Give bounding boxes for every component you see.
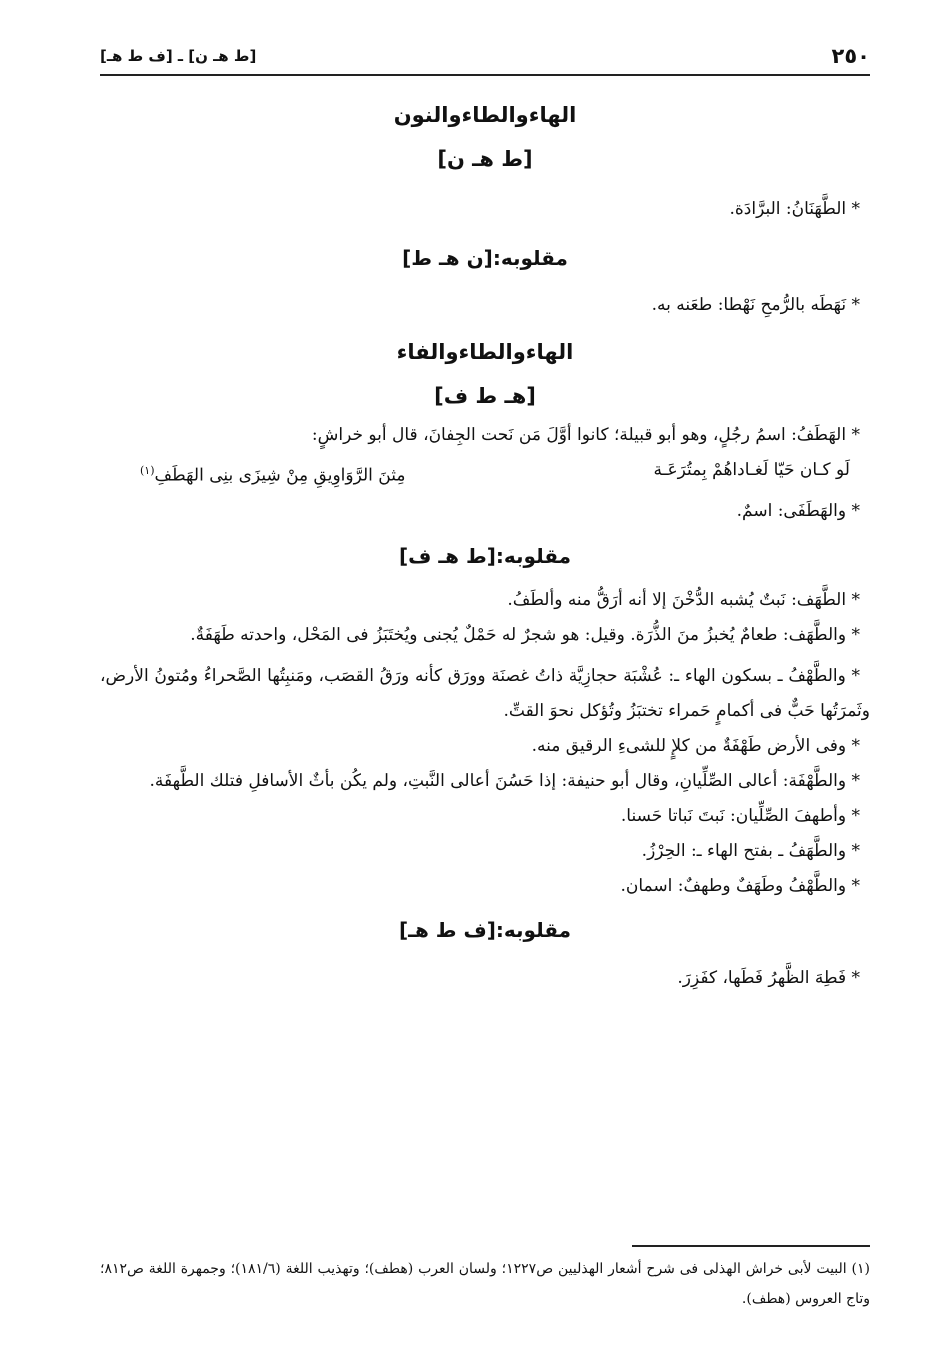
inverse-heading-f-t-h: مقلوبه:[ف ط هـ] (398, 917, 572, 942)
entry-tahaf-plant: * الطَّهَف: نَبتٌ يُشبه الدُّخْنَ إلا أنه أرَقُّ منه وألطَفُ. (507, 589, 860, 610)
entry-names: * والطَّهْفُ وطَهَفٌ وطهفٌ: اسمان. (620, 875, 860, 896)
running-header (100, 44, 870, 76)
inverse-heading-t-h-f: مقلوبه:[ط هـ ف] (398, 543, 572, 568)
section-title-ha-ta-fa: الهاءوالطاءوالفاء (396, 340, 574, 364)
running-head-title: [ط هـ ن] ـ [ف ط هـ] (100, 47, 257, 65)
verse-second-hemistich (140, 453, 405, 494)
entry-hataf: * الهَطَفُ: اسمُ رجُلٍ، وهو أبو قبيلة؛ كانوا أوَّلَ مَن نَحت الجِفانَ، قال أبو خراشٍ: (311, 425, 860, 445)
page-body (100, 94, 870, 1000)
entry-tahfa-tops: * والطَّهْفَة: أعالى الصِّلِّيانِ، وقال أبو حنيفة: إذا حَسُنَ أعالى النَّبتِ، ولم يكُن بأثٌ الأسافلِ فتلك الطَّهفَة. (149, 770, 860, 791)
section-title-ha-ta-nun: الهاءوالطاءوالنون (393, 103, 577, 127)
footnote-ref: (١) (140, 464, 155, 477)
poetry-verse (100, 453, 870, 494)
verse-second-text: مِثنَ الرَّوَاوِيقِ مِنْ شِيزَى بنِى الهَطَفِ (154, 465, 406, 486)
entry-hatafa: * والهَطَفَى: اسمٌ. (736, 500, 860, 521)
entry-nahata: * نَهَطَه بالرُّمحِ نَهْطا: طعَنه به. (651, 295, 860, 315)
entry-athafa: * وأطهفَ الصِّلِّيان: نَبتَ نَباتا حَسنا. (620, 805, 860, 826)
root-heading-t-h-n: [ط هـ ن] (437, 147, 533, 171)
footnote-divider (632, 1245, 870, 1247)
footnotes (100, 1254, 870, 1314)
verse-first-hemistich: لَو كـان حَيّا لَغـاداهُمْ بِمتُرَعَـة (653, 460, 850, 480)
page-number: ٢٥٠ (831, 44, 870, 68)
entry-tahanan: * الطَّهَنَانُ: البرَّادَة. (729, 199, 860, 219)
root-heading-h-t-f: [هـ ط ف] (434, 384, 536, 408)
entry-tahaf-food: * والطَّهَف: طعامٌ يُخبزُ منَ الذُّرَة. وقيل: هو شجرٌ له حَمْلٌ يُجنى ويُختَبَزُ فى المَحْل، واحدته طَهَفَةٌ. (190, 624, 860, 645)
footnote-1: (١) البيت لأبى خراش الهذلى فى شرح أشعار الهذليين ص١٢٢٧؛ ولسان العرب (هطف)؛ وتهذيب اللغة (١٨١/٦)؛ وجمهرة اللغة ص٨١٢؛ وتاج العروس (هطف). (100, 1261, 871, 1307)
inverse-heading-n-h-t: مقلوبه:[ن هـ ط] (402, 246, 568, 270)
entry-tahaf-hirz: * والطَّهَفُ ـ بفتح الهاء ـ: الحِرْزُ. (641, 840, 860, 861)
entry-fatiha: * فَطِهَ الظَّهرُ فَطَها، كفَزِرَ. (677, 967, 860, 988)
entry-tahf-herb: * والطَّهْفُ ـ بسكون الهاء ـ: عُشْبَة حجازِيَّة ذاتُ غصنَة وورَق كأنه ورَقُ القصَب، ومَنبِتُها الصَّحراءُ ومُتونُ الأرض، وثَمرَتُها حَبٌّ فى أكمامٍ حَمراء تختبَزُ وتُؤكل نحوَ القتِّ. (100, 665, 870, 721)
entry-tahfa-pasture: * وفى الأرض طَهْفَةٌ من كلإٍ للشىءِ الرقيق منه. (531, 735, 860, 756)
